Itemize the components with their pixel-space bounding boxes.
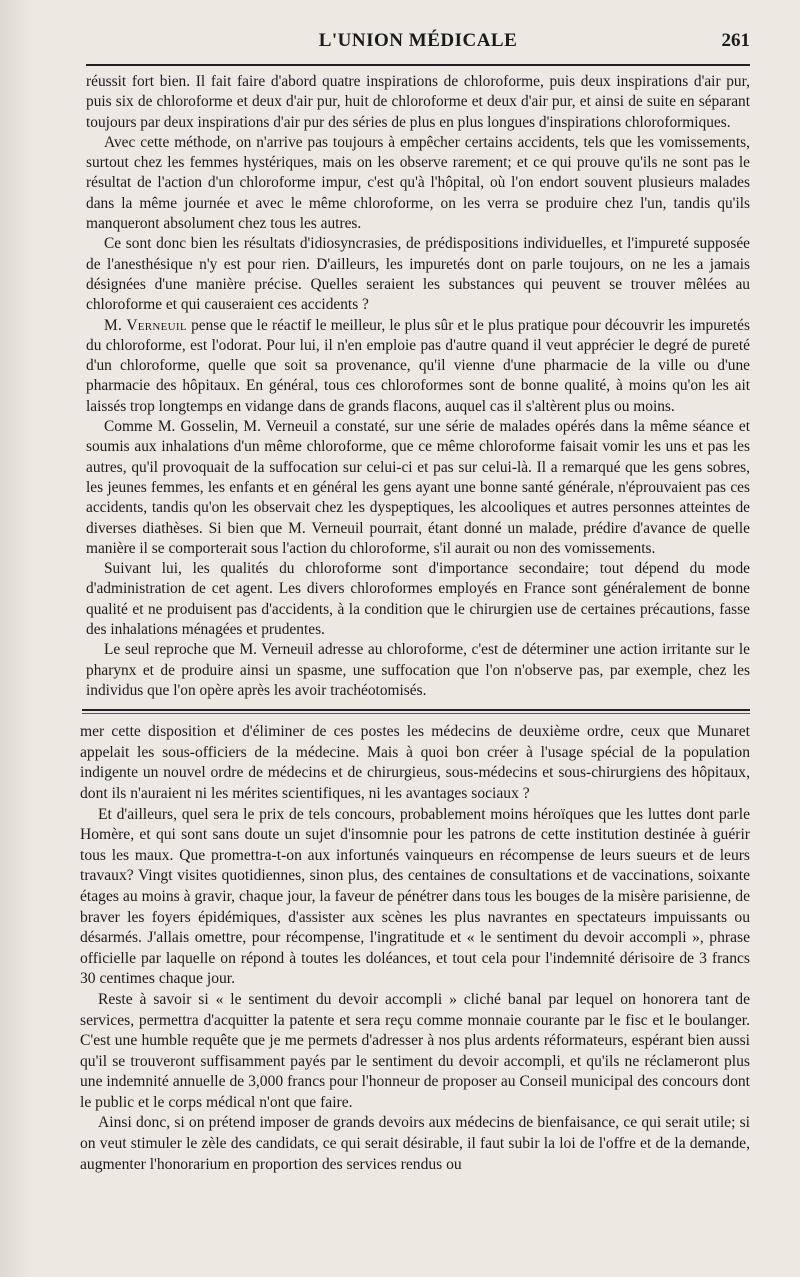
paragraph: Ce sont donc bien les résultats d'idiosyncrasies, de prédispositions individuelles, et l'impureté supposée de l'anesthésique n'y est pour rien. D'ailleurs, les impuretés dont on parle toujours, on ne les a jamais désignées d'une manière précise. Quelles seraient les substances qui peuvent se trouver mêlées au chloroforme et qui causeraient ces accidents ? (86, 235, 750, 314)
paragraph: Comme M. Gosselin, M. Verneuil a constaté, sur une série de malades opérés dans la même séance et soumis aux inhalations d'un même chloroforme, que ce même chloroforme faisait vomir les uns et pas les autres, qu'il provoquait de la suffocation sur celui-ci et pas sur celui-là. Il a remarqué que les gens sobres, les jeunes femmes, les enfants et en général les gens ayant une bonne santé générale, n'éprouvaient pas ces accidents, tandis qu'on les observait chez les dyspeptiques, les alcooliques et autres personnes atteintes de diverses diathèses. Si bien que M. Verneuil pourrait, étant donné un malade, prédire d'avance de quelle manière il se comporterait sous l'action du chloroforme, s'il aurait ou non des vomissements. (86, 418, 750, 557)
paragraph: mer cette disposition et d'éliminer de ces postes les médecins de deuxième ordre, ceux que Munaret appelait les sous-officiers de la médecine. Mais à quoi bon créer à l'usage spécial de la population indigente un nouvel ordre de médecins et de chirurgieus, sous-médecins et sous-chirurgiens des hôpitaux, dont ils n'auraient ni les mérites scientifiques, ni les avantages sociaux ? (80, 723, 750, 802)
paragraph: Suivant lui, les qualités du chloroforme sont d'importance secondaire; tout dépend du mode d'administration de cet agent. Les divers chloroformes employés en France sont généralement de bonne qualité et ne produisent pas d'accidents, à la condition que le chirurgien use de certaines précautions, fasse des inhalations ménagées et prudentes. (86, 560, 750, 639)
paragraph: réussit fort bien. Il fait faire d'abord quatre inspirations de chloroforme, puis deux inspirations d'air pur, puis six de chloroforme et deux d'air pur, huit de chloroforme et deux d'air pur, et ainsi de suite en séparant toujours par deux inspirations d'air pur des séries de plus en plus longues d'inspirations chloroformiques. (86, 73, 750, 131)
page-number: 261 (721, 30, 750, 51)
header-rule (86, 64, 750, 66)
section-divider (82, 709, 750, 714)
running-head (86, 26, 750, 60)
running-title: L'UNION MÉDICALE (318, 30, 518, 51)
paragraph-text: pense que le réactif le meilleur, le plus sûr et le plus pratique pour découvrir les impuretés du chloroforme, est l'odorat. Pour lui, il n'en emploie pas d'autre quand il veut apprécier le degré de pureté d'un chloroforme, quelle que soit sa provenance, qu'il vienne d'une pharmacie de la ville ou d'une pharmacie des hôpitaux. En général, tous ces chloroformes sont de bonne qualité, à moins qu'on les ait laissés trop longtemps en vidange dans de grands flacons, auquel cas il s'altèrent plus ou moins. (86, 316, 750, 415)
paragraph (86, 316, 750, 417)
feuilleton-section (80, 722, 750, 1175)
article-section (86, 72, 750, 701)
paragraph: Le seul reproche que M. Verneuil adresse au chloroforme, c'est de déterminer une action irritante sur le pharynx et de produire ainsi un spasme, une suffocation que l'on n'observe pas, par exemple, chez les individus que l'on opère après les avoir trachéotomisés. (86, 641, 750, 699)
paragraph: Reste à savoir si « le sentiment du devoir accompli » cliché banal par lequel on honorera tant de services, permettra d'acquitter la patente et sera reçu comme monnaie courante par le fisc et le boulanger. C'est une humble requête que je me permets d'adresser à nos plus ardents réformateurs, espérant bien aussi qu'il se trouveront suffisamment payés par le sentiment du devoir accompli, et qu'ils ne réclameront plus une indemnité annuelle de 3,000 francs pour l'honneur de proposer au Conseil municipal des concours dont le public et le corps médical n'ont que faire. (80, 990, 750, 1111)
paragraph: Avec cette méthode, on n'arrive pas toujours à empêcher certains accidents, tels que les vomissements, surtout chez les femmes hystériques, mais on les observe rarement; et ce qui prouve qu'ils ne sont pas le résultat de l'action d'un chloroforme impur, c'est qu'à l'hôpital, où l'on endort souvent plusieurs malades dans la même journée et avec le même chloroforme, on les verra se produire chez l'un, tandis qu'ils manqueront absolument chez tous les autres. (86, 133, 750, 233)
speaker-name: M. Verneuil (104, 316, 187, 334)
paragraph: Et d'ailleurs, quel sera le prix de tels concours, probablement moins héroïques que les luttes dont parle Homère, et qui sont sans doute un sujet d'insomnie pour les patrons de cette institution destinée à guérir tous les maux. Que promettra-t-on aux infortunés vainqueurs en récompense de leurs sueurs et de leurs travaux? Vingt visites quotidiennes, sinon plus, des centaines de consultations et de vaccinations, soixante étages au moins à gravir, chaque jour, la faveur de pénétrer dans tous les bouges de la misère parisienne, de braver les foyers épidémiques, d'assister aux scènes les plus navrantes en spectateurs impuissants ou désarmés. J'allais omettre, pour récompense, l'ingratitude et « le sentiment du devoir accompli », phrase officielle par laquelle on répond à toutes les doléances, et tout cela pour l'indemnité dérisoire de 3 francs 30 centimes chaque jour. (80, 805, 750, 988)
paragraph: Ainsi donc, si on prétend imposer de grands devoirs aux médecins de bienfaisance, ce qui serait utile; si on veut stimuler le zèle des candidats, ce qui serait désirable, il faut subir la loi de l'offre et de la demande, augmenter l'honorarium en proportion des services rendus ou (80, 1114, 750, 1173)
